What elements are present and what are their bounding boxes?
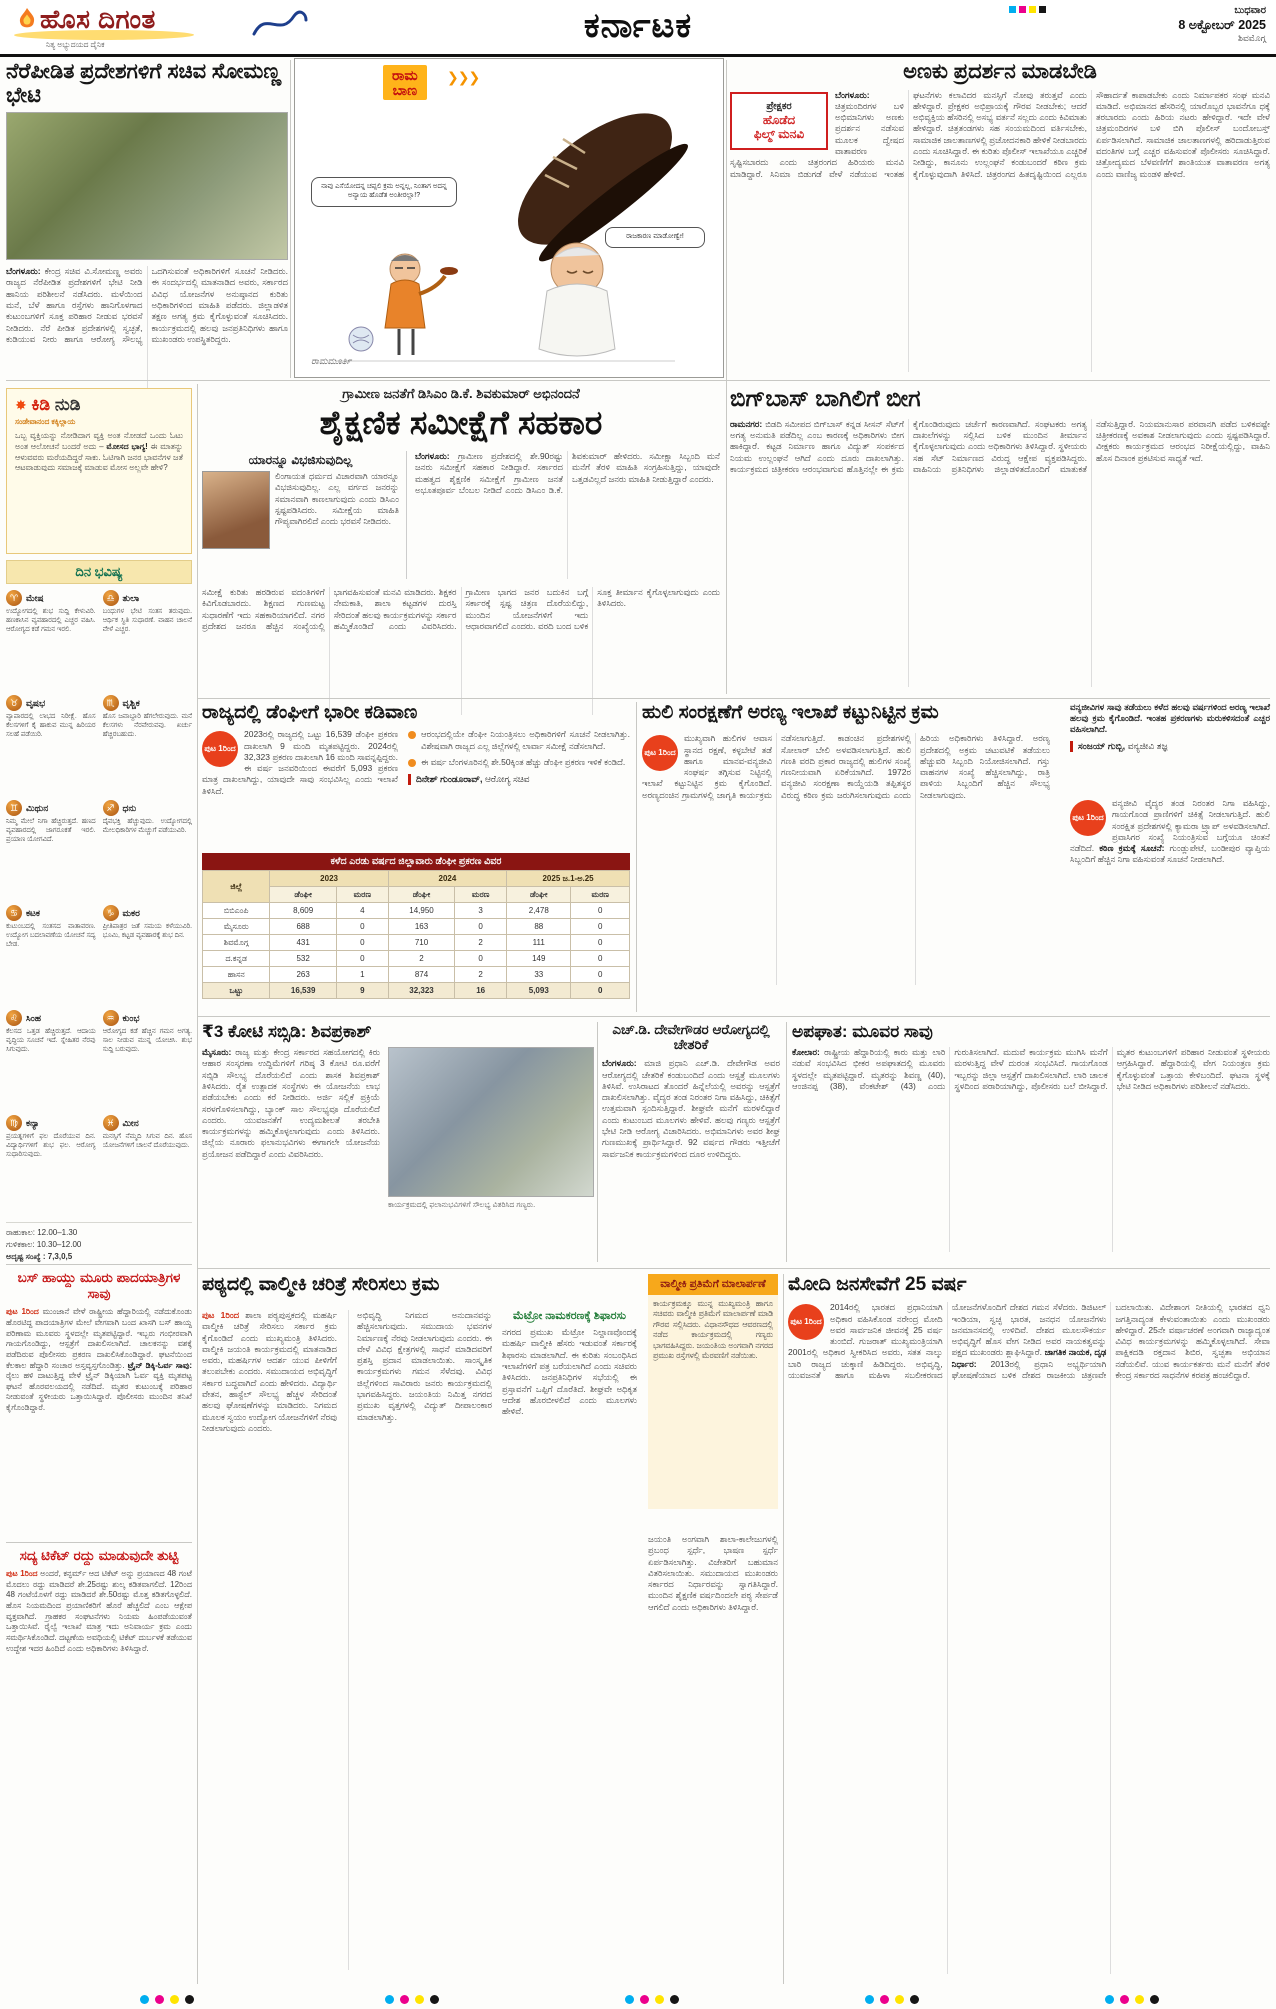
box-body: ಕಾರ್ಯಕ್ರಮಕ್ಕೂ ಮುನ್ನ ಮುಖ್ಯಮಂತ್ರಿ ಹಾಗೂ ಸಚಿವರು ವಾಲ್ಮೀಕಿ ಪ್ರತಿಮೆಗೆ ಮಾಲಾರ್ಪಣೆ ಮಾಡಿ ಗೌರವ ಸಲ್ಲಿಸಿದರು. ವಿಧಾನಸೌಧದ ಆವರಣದಲ್ಲಿ ನಡೆದ ಕಾರ್ಯಕ್ರಮದಲ್ಲಿ ಗಣ್ಯರು ಭಾಗವಹಿಸಿದ್ದರು. ಜಯಂತಿಯ ಅಂಗವಾಗಿ ನಗರದ ಪ್ರಮುಖ ರಸ್ತೆಗಳಲ್ಲಿ ಮೆರವಣಿಗೆ ನಡೆಯಿತು. — [648, 1295, 778, 1509]
article-body: ಕೇಂದ್ರ ಸಚಿವ ವಿ.ಸೋಮಣ್ಣ ಅವರು ರಾಜ್ಯದ ನೆರೆಪೀಡಿತ ಪ್ರದೇಶಗಳಿಗೆ ಭೇಟಿ ನೀಡಿ ಹಾನಿಯ ಪರಿಶೀಲನೆ ನಡೆಸಿದರು. ಮಳೆಯಿಂದ ಮನೆ, ಬೆಳೆ ಹಾಗೂ ರಸ್ತೆಗಳು ಹಾನಿಗೊಳಗಾದ ಕುಟುಂಬಗಳಿಗೆ ಸೂಕ್ತ ಪರಿಹಾರ ನೀಡುವ ಭರವಸೆ ನೀಡಿದರು. ನೆರೆ ಪೀಡಿತ ಪ್ರದೇಶಗಳಲ್ಲಿ ಸ್ವಚ್ಛತೆ, ಕುಡಿಯುವ ನೀರು ಹಾಗೂ ಆರೋಗ್ಯ ಸೌಲಭ್ಯ ಒದಗಿಸುವಂತೆ ಅಧಿಕಾರಿಗಳಿಗೆ ಸೂಚನೆ ನೀಡಿದರು. ಈ ಸಂದರ್ಭದಲ್ಲಿ ಮಾತನಾಡಿದ ಅವರು, ಸರ್ಕಾರದ ವಿವಿಧ ಯೋಜನೆಗಳ ಅನುಷ್ಠಾನದ ಕುರಿತು ಅಧಿಕಾರಿಗಳಿಂದ ಮಾಹಿತಿ ಪಡೆದರು. ಜಿಲ್ಲಾಡಳಿತ ತಕ್ಷಣ ಅಗತ್ಯ ಕ್ರಮ ಕೈಗೊಳ್ಳುವಂತೆ ಸೂಚಿಸಿದರು. ಕಾರ್ಯಕ್ರಮದಲ್ಲಿ ಹಲವು ಜನಪ್ರತಿನಿಧಿಗಳು ಹಾಗೂ ಮುಖಂಡರು ಉಪಸ್ಥಿತರಿದ್ದರು. — [6, 266, 288, 344]
spark-icon: ✸ — [15, 397, 27, 413]
article-intro: 2023ರಲ್ಲಿ ರಾಜ್ಯದಲ್ಲಿ ಒಟ್ಟು 16,539 ಡೆಂಘೀ ಪ್ರಕರಣ ದಾಖಲಾಗಿ 9 ಮಂದಿ ಮೃತಪಟ್ಟಿದ್ದರು. 2024ರಲ್ಲಿ 32,323 ಪ್ರಕರಣ ದಾಖಲಾಗಿ 16 ಮಂದಿ ಸಾವನ್ನಪ್ಪಿದ್ದರು. ಈ ವರ್ಷ ಜನವರಿಯಿಂದ ಈವರೆಗೆ 5,093 ಪ್ರಕರಣ ಮಾತ್ರ ದಾಖಲಾಗಿದ್ದು, ಯಾವುದೇ ಸಾವು ಸಂಭವಿಸಿಲ್ಲ ಎಂದು ಇಲಾಖೆ ತಿಳಿಸಿದೆ. — [202, 729, 398, 796]
headline: ಪಠ್ಯದಲ್ಲಿ ವಾಲ್ಮೀಕಿ ಚರಿತ್ರೆ ಸೇರಿಸಲು ಕ್ರಮ — [202, 1274, 440, 1295]
horoscope-item — [103, 1010, 193, 1110]
gulikakala: ಗುಳಿಕಕಾಲ: 10.30–12.00 — [6, 1240, 82, 1249]
article-body: ಬಿಡದಿ ಸಮೀಪದ ಬಿಗ್‌ಬಾಸ್ ಕನ್ನಡ ಸೀಸನ್ ಸೆಟ್‌ಗೆ ಅಗತ್ಯ ಅನುಮತಿ ಪಡೆದಿಲ್ಲ ಎಂಬ ಕಾರಣಕ್ಕೆ ಅಧಿಕಾರಿಗಳು ಬೀಗ ಹಾಕಿದ್ದಾರೆ. ಕಟ್ಟಡ ನಿರ್ಮಾಣ ಹಾಗೂ ವಿದ್ಯುತ್ ಸಂಪರ್ಕದ ನಿಯಮ ಉಲ್ಲಂಘನೆ ಆಗಿದೆ ಎಂದು ದೂರು ದಾಖಲಾಗಿತ್ತು. ಕಾರ್ಯಕ್ರಮದ ಚಿತ್ರೀಕರಣ ಆರಂಭವಾಗುವ ಹೊತ್ತಿನಲ್ಲೇ ಈ ಕ್ರಮ ಕೈಗೊಂಡಿರುವುದು ಚರ್ಚೆಗೆ ಕಾರಣವಾಗಿದೆ. ಸಂಘಟಕರು ಅಗತ್ಯ ದಾಖಲೆಗಳನ್ನು ಸಲ್ಲಿಸಿದ ಬಳಿಕ ಮುಂದಿನ ತೀರ್ಮಾನ ಕೈಗೊಳ್ಳಲಾಗುವುದು ಎಂದು ಅಧಿಕಾರಿಗಳು ತಿಳಿಸಿದ್ದಾರೆ. ಸ್ಥಳೀಯರು ಸಹ ಸೆಟ್ ನಿರ್ಮಾಣದ ವಿರುದ್ಧ ಆಕ್ಷೇಪ ವ್ಯಕ್ತಪಡಿಸಿದ್ದರು. ವಾಹಿನಿಯ ಪ್ರತಿನಿಧಿಗಳು ಜಿಲ್ಲಾಡಳಿತದೊಂದಿಗೆ ಮಾತುಕತೆ ನಡೆಸುತ್ತಿದ್ದಾರೆ. ನಿಯಮಾನುಸಾರ ಪರವಾನಗಿ ಪಡೆದ ಬಳಿಕವಷ್ಟೇ ಚಿತ್ರೀಕರಣಕ್ಕೆ ಅವಕಾಶ ನೀಡಲಾಗುವುದು ಎಂದು ಸ್ಪಷ್ಟಪಡಿಸಿದ್ದಾರೆ. ವೀಕ್ಷಕರು ಕಾರ್ಯಕ್ರಮದ ಆರಂಭದ ನಿರೀಕ್ಷೆಯಲ್ಲಿದ್ದು, ವಾಹಿನಿ ಹೊಸ ದಿನಾಂಕ ಪ್ರಕಟಿಸುವ ಸಾಧ್ಯತೆ ಇದೆ. — [730, 418, 1270, 474]
article-body: ರಾಜ್ಯ ಮತ್ತು ಕೇಂದ್ರ ಸರ್ಕಾರದ ಸಹಯೋಗದಲ್ಲಿ ಕಿರು ಆಹಾರ ಸಂಸ್ಕರಣಾ ಉದ್ದಿಮೆಗಳಿಗೆ ಗರಿಷ್ಠ 3 ಕೋಟಿ ರೂ.ವರೆಗೆ ಸಬ್ಸಿಡಿ ಸೌಲಭ್ಯ ದೊರೆಯಲಿದೆ ಎಂದು ಶಾಸಕ ಶಿವಪ್ರಕಾಶ್ ತಿಳಿಸಿದರು. ರೈತ ಉತ್ಪಾದಕ ಸಂಸ್ಥೆಗಳು ಈ ಯೋಜನೆಯ ಲಾಭ ಪಡೆಯಬೇಕು ಎಂದು ಕರೆ ನೀಡಿದರು. ಅರ್ಜಿ ಸಲ್ಲಿಕೆ ಪ್ರಕ್ರಿಯೆ ಸರಳಗೊಳಿಸಲಾಗಿದ್ದು, ಬ್ಯಾಂಕ್ ಸಾಲ ಸೌಲಭ್ಯವೂ ದೊರೆಯಲಿದೆ ಎಂದರು. ಯುವಜನತೆಗೆ ಉದ್ಯಮಶೀಲತೆ ತರಬೇತಿ ಕಾರ್ಯಕ್ರಮಗಳನ್ನು ಹಮ್ಮಿಕೊಳ್ಳಲಾಗುವುದು ಎಂದು ತಿಳಿಸಿದರು. ಜಿಲ್ಲೆಯ ನೂರಾರು ಫಲಾನುಭವಿಗಳು ಈಗಾಗಲೇ ಯೋಜನೆಯ ಪ್ರಯೋಜನ ಪಡೆದಿದ್ದಾರೆ ಎಂದು ವಿವರಿಸಿದರು. — [202, 1047, 380, 1159]
photo-caption: ಕಾರ್ಯಕ್ರಮದಲ್ಲಿ ಫಲಾನುಭವಿಗಳಿಗೆ ಸೌಲಭ್ಯ ವಿತರಿಸಿದ ಗಣ್ಯರು. — [388, 1200, 536, 1210]
scorpio-icon: ♏ — [103, 695, 119, 711]
column-rule — [197, 384, 198, 1984]
dateline: ಬೆಂಗಳೂರು: — [415, 451, 450, 461]
sign-text: ಉದ್ಯೋಗದಲ್ಲಿ ಶುಭ ಸುದ್ದಿ ಕೇಳುವಿರಿ. ಹಣಕಾಸಿನ ವ್ಯವಹಾರದಲ್ಲಿ ಎಚ್ಚರ ವಹಿಸಿ. ಆರೋಗ್ಯದ ಕಡೆ ಗಮನ ಇರಲಿ. — [6, 608, 96, 633]
lucky-numbers: ಅದೃಷ್ಟ ಸಂಖ್ಯೆ : 7,3,0,5 — [6, 1252, 73, 1261]
article-body-2: ವನ್ಯಜೀವಿ ವೈದ್ಯರ ತಂಡ ನಿರಂತರ ನಿಗಾ ವಹಿಸಿದ್ದು, ಗಾಯಗೊಂಡ ಪ್ರಾಣಿಗಳಿಗೆ ಚಿಕಿತ್ಸೆ ನೀಡಲಾಗುತ್ತಿದೆ. ಹುಲಿ ಸಂರಕ್ಷಿತ ಪ್ರದೇಶಗಳಲ್ಲಿ ಕ್ಯಾಮರಾ ಟ್ರ್ಯಾಪ್ ಅಳವಡಿಸಲಾಗಿದೆ. ಪ್ರವಾಸಿಗರ ಸಂಖ್ಯೆ ನಿಯಂತ್ರಿಸುವ ಬಗ್ಗೆಯೂ ಚಿಂತನೆ ನಡೆದಿದೆ. — [1070, 798, 1270, 854]
quote-body: ಲಿಂಗಾಯತ ಧರ್ಮದ ವಿಚಾರವಾಗಿ ಯಾರನ್ನೂ ವಿಭಜಿಸುವುದಿಲ್ಲ. ಎಲ್ಲ ವರ್ಗದ ಜನರನ್ನು ಸಮಾನವಾಗಿ ಕಾಣಲಾಗುವುದು ಎಂದು ಡಿಸಿಎಂ ಸ್ಪಷ್ಟಪಡಿಸಿದರು. ಸಮೀಕ್ಷೆಯ ಮಾಹಿತಿ ಗೌಪ್ಯವಾಗಿರಲಿದೆ ಎಂದು ಭರವಸೆ ನೀಡಿದರು. — [275, 471, 399, 527]
dateline: ಕೋಲಾರ: — [792, 1047, 820, 1058]
cartoon-tag-arrows: ❯❯❯ — [447, 69, 480, 85]
flame-icon — [16, 8, 38, 32]
inline-subhead: ಜಾಗತಿಕ ನಾಯಕ, ದೃಢ ನಿರ್ಧಾರ: — [951, 1347, 1107, 1369]
headline: ಮೋದಿ ಜನಸೇವೆಗೆ 25 ವರ್ಷ — [788, 1274, 967, 1295]
dateline: ಮೈಸೂರು: — [202, 1047, 232, 1058]
attr-role: ಆರೋಗ್ಯ ಸಚಿವ — [484, 774, 530, 785]
box-headline: ವಾಲ್ಮೀಕಿ ಪ್ರತಿಮೆಗೆ ಮಾಲಾರ್ಪಣೆ — [648, 1274, 778, 1295]
aries-icon: ♈ — [6, 590, 22, 606]
column-1: ಶಾಲಾ ಪಠ್ಯಪುಸ್ತಕದಲ್ಲಿ ಮಹರ್ಷಿ ವಾಲ್ಮೀಕಿ ಚರಿತ್ರೆ ಸೇರಿಸಲು ಸರ್ಕಾರ ಕ್ರಮ ಕೈಗೊಂಡಿದೆ ಎಂದು ಮುಖ್ಯಮಂತ್ರಿ ತಿಳಿಸಿದರು. ವಾಲ್ಮೀಕಿ ಜಯಂತಿ ಕಾರ್ಯಕ್ರಮದಲ್ಲಿ ಮಾತನಾಡಿದ ಅವರು, ಮಹರ್ಷಿಗಳ ಆದರ್ಶ ಯುವ ಪೀಳಿಗೆಗೆ ತಲುಪಬೇಕು ಎಂದರು. ಸಮುದಾಯದ ಅಭಿವೃದ್ಧಿಗೆ ಸರ್ಕಾರ ಬದ್ಧವಾಗಿದೆ ಎಂದು ಹೇಳಿದರು. ವಿದ್ಯಾರ್ಥಿ ವೇತನ, ಹಾಸ್ಟೆಲ್ ಸೌಲಭ್ಯ ಹೆಚ್ಚಳ ಸೇರಿದಂತೆ ಹಲವು ಘೋಷಣೆಗಳನ್ನು ಮಾಡಿದರು. ನಿಗಮದ ಮೂಲಕ ಸ್ವಯಂ ಉದ್ಯೋಗ ಯೋಜನೆಗಳಿಗೆ ನೆರವು ನೀಡಲಾಗುವುದು ಎಂದರು. — [202, 1310, 337, 1433]
article-body-1: ಗ್ರಾಮೀಣ ಪ್ರದೇಶದಲ್ಲಿ ಶೇ.90ರಷ್ಟು ಜನರು ಸಮೀಕ್ಷೆಗೆ ಸಹಕಾರ ನೀಡಿದ್ದಾರೆ. ಸರ್ಕಾರದ ಮಹತ್ವದ ಶೈಕ್ಷಣಿಕ ಸಮೀಕ್ಷೆಗೆ ಗ್ರಾಮೀಣ ಜನತೆ ಅಭೂತಪೂರ್ವ ಬೆಂಬಲ ನೀಡಿದೆ ಎಂದು ಡಿಸಿಎಂ ಡಿ.ಕೆ. ಶಿವಕುಮಾರ್ ಹೇಳಿದರು. ಸಮೀಕ್ಷಾ ಸಿಬ್ಬಂದಿ ಮನೆ ಮನೆಗೆ ತೆರಳಿ ಮಾಹಿತಿ ಸಂಗ್ರಹಿಸುತ್ತಿದ್ದು, ಯಾವುದೇ ಒತ್ತಡವಿಲ್ಲದೆ ಜನರು ಮಾಹಿತಿ ನೀಡುತ್ತಿದ್ದಾರೆ ಎಂದರು. — [415, 451, 720, 495]
column-rule — [290, 60, 291, 378]
horoscope-item — [6, 1115, 96, 1215]
horoscope-item — [6, 695, 96, 795]
dks-portrait-photo — [202, 471, 270, 549]
article-body-2: ರೈಲು ಹಳಿ ದಾಟುತ್ತಿದ್ದ ವೇಳೆ ಟ್ರೈನ್ ಡಿಕ್ಕಿಯಾಗಿ ಓರ್ವ ವ್ಯಕ್ತಿ ಮೃತಪಟ್ಟ ಘಟನೆ ಹೊರವಲಯದಲ್ಲಿ ನಡೆದಿದೆ. ಮೃತರ ಕುಟುಂಬಕ್ಕೆ ಪರಿಹಾರ ನೀಡುವಂತೆ ಸ್ಥಳೀಯರು ಒತ್ತಾಯಿಸಿದ್ದಾರೆ. ಪೊಲೀಸರು ಮುಂದಿನ ತನಿಖೆ ಕೈಗೊಂಡಿದ್ದಾರೆ. — [6, 1371, 192, 1412]
dateline: ಬೆಂಗಳೂರು: — [835, 89, 870, 100]
quote-pre: ಒಬ್ಬ ವ್ಯಕ್ತಿಯನ್ನು ನೋಡಿದಾಗ ವ್ಯಕ್ತಿ ಅಂತ ನೋಡದೆ ಒಂದು ಓಟು ಅಂತ ಆಲೋಚನೆ ಬಂದರೆ ಅದು – — [15, 431, 183, 451]
article-devegowda-health — [602, 1022, 780, 1258]
sign-text: ದೈವಭಕ್ತಿ ಹೆಚ್ಚುವುದು. ಉದ್ಯೋಗದಲ್ಲಿ ಮೇಲಧಿಕಾರಿಗಳ ಮೆಚ್ಚುಗೆ ಪಡೆಯುವಿರಿ. — [102, 818, 192, 834]
dengue-table: ಜಿಲ್ಲೆ 2023 2024 2025 ಜ.1-ಅ.25 ಡೆಂಘೀ ಮರಣ ಡೆಂಘೀ ಮರಣ ಡೆಂಘೀ ಮರಣ ಬಿಬಿಎಂಪಿ 8,609 4 14,950 3 2,478 0 ಮೈಸೂರು 688 0 163 0 88 0 ಶಿವಮೊಗ್ಗ 431 0 710 2 111 0 ದ.ಕನ್ನಡ 532 0 2 0 149 0 ಹಾಸನ 263 1 874 2 33 0 ಒಟ್ಟು 16,539 9 32,323 16 5,093 0 — [202, 870, 630, 999]
headline: ಸದ್ಯ ಟಿಕೆಟ್ ರದ್ದು ಮಾಡುವುದೇ ತುಟ್ಟಿ — [19, 1548, 179, 1563]
registration-marks-top — [1009, 6, 1046, 13]
kidi-quote — [15, 431, 183, 474]
registration-marks — [625, 1995, 679, 2004]
article-anaku-pradarshana — [730, 60, 1270, 372]
headline: ಹುಲಿ ಸಂರಕ್ಷಣೆಗೆ ಅರಣ್ಯ ಇಲಾಖೆ ಕಟ್ಟುನಿಟ್ಟಿನ ಕ್ರಮ — [642, 702, 939, 723]
inline-subhead: ಟ್ರೈನ್ ಡಿಕ್ಕಿ-ಓರ್ವ ಸಾವು: — [127, 1360, 192, 1370]
article-body: ಚಿತ್ರಮಂದಿರಗಳ ಬಳಿ ಅಭಿಮಾನಿಗಳು ಅಣಕು ಪ್ರದರ್ಶನ ನಡೆಸುವ ಮೂಲಕ ದ್ವೇಷದ ವಾತಾವರಣ ಸೃಷ್ಟಿಸಬಾರದು ಎಂದು ಚಿತ್ರರಂಗದ ಹಿರಿಯರು ಮನವಿ ಮಾಡಿದ್ದಾರೆ. ಸಿನಿಮಾ ಬಿಡುಗಡೆ ವೇಳೆ ನಡೆಯುವ ಇಂತಹ ಘಟನೆಗಳು ಕಲಾವಿದರ ಮನಸ್ಸಿಗೆ ನೋವು ತರುತ್ತವೆ ಎಂದು ಹೇಳಿದ್ದಾರೆ. ಪ್ರೇಕ್ಷಕರ ಅಭಿಪ್ರಾಯಕ್ಕೆ ಗೌರವ ನೀಡಬೇಕು; ಆದರೆ ಅಭಿವ್ಯಕ್ತಿಯ ಹೆಸರಿನಲ್ಲಿ ಅಸಭ್ಯ ವರ್ತನೆ ಸಲ್ಲದು ಎಂದು ಕಿವಿಮಾತು ಹೇಳಿದ್ದಾರೆ. ಚಿತ್ರತಂಡಗಳು ಸಹ ಸಂಯಮದಿಂದ ವರ್ತಿಸಬೇಕು, ಸಾಮಾಜಿಕ ಜಾಲತಾಣಗಳಲ್ಲಿ ಪ್ರಚೋದನಕಾರಿ ಹೇಳಿಕೆ ನೀಡಬಾರದು ಎಂದು ಸೂಚಿಸಿದ್ದಾರೆ. ಈ ಕುರಿತು ಪೊಲೀಸ್ ಇಲಾಖೆಯೂ ಎಚ್ಚರಿಕೆ ನೀಡಿದ್ದು, ಕಾನೂನು ಉಲ್ಲಂಘನೆ ಕಂಡುಬಂದರೆ ಕಠಿಣ ಕ್ರಮ ಕೈಗೊಳ್ಳುವುದಾಗಿ ತಿಳಿಸಿದೆ. ಚಿತ್ರರಂಗದ ಹಿತದೃಷ್ಟಿಯಿಂದ ಎಲ್ಲರೂ ಸೌಹಾರ್ದತೆ ಕಾಪಾಡಬೇಕು ಎಂದು ನಿರ್ಮಾಪಕರ ಸಂಘ ಮನವಿ ಮಾಡಿದೆ. ಅಭಿಮಾನದ ಹೆಸರಿನಲ್ಲಿ ಯಾರೊಬ್ಬರ ಭಾವನೆಗೂ ಧಕ್ಕೆ ತರಬಾರದು ಎಂದು ಹಿರಿಯ ನಟರು ಹೇಳಿದ್ದಾರೆ. ಇದೇ ವೇಳೆ ಚಿತ್ರಮಂದಿರಗಳ ಬಳಿ ಬಿಗಿ ಪೊಲೀಸ್ ಬಂದೋಬಸ್ತ್ ಏರ್ಪಡಿಸಲಾಗಿದೆ. ಸಾಮಾಜಿಕ ಜಾಲತಾಣಗಳಲ್ಲಿ ಹರಿದಾಡುತ್ತಿರುವ ವದಂತಿಗಳ ಬಗ್ಗೆ ಎಚ್ಚರ ವಹಿಸುವಂತೆ ಪೊಲೀಸರು ಸೂಚಿಸಿದ್ದಾರೆ. ಚಿತ್ರೋದ್ಯಮದ ಬೆಳವಣಿಗೆಗೆ ಶಾಂತಿಯುತ ವಾತಾವರಣ ಅಗತ್ಯ ಎಂದು ವಾಣಿಜ್ಯ ಮಂಡಳಿ ಹೇಳಿದೆ. — [730, 89, 1270, 179]
tail-subhead: ಕಠಿಣ ಕ್ರಮಕ್ಕೆ ಸೂಚನೆ: — [1099, 843, 1165, 854]
masthead — [0, 0, 1276, 57]
edition-title: ಕರ್ನಾಟಕ — [583, 6, 693, 45]
continued-from-page1-badge: ಪುಟ 1ರಿಂದ — [642, 735, 678, 771]
inset-line2: ಹೊಡೆದ — [762, 112, 796, 127]
table-row: ಮೈಸೂರು 688 0 163 0 88 0 — [203, 919, 630, 935]
article-accident — [792, 1022, 1270, 1252]
headline: ಬಸ್ ಹಾಯ್ದು ಮೂರು ಪಾದಯಾತ್ರಿಗಳ ಸಾವು — [17, 1270, 181, 1302]
article-modi-25years — [788, 1274, 1270, 1974]
table-title: ಕಳೆದ ಎರಡು ವರ್ಷದ ಜಿಲ್ಲಾವಾರು ಡೆಂಘೀ ಪ್ರಕರಣ ವಿವರ — [202, 853, 630, 870]
pisces-icon: ♓ — [103, 1115, 119, 1131]
gemini-icon: ♊ — [6, 800, 22, 816]
horoscope-item — [103, 1115, 193, 1215]
main-headline: ಶೈಕ್ಷಣಿಕ ಸಮೀಕ್ಷೆಗೆ ಸಹಕಾರ — [319, 404, 603, 441]
table-row: ದ.ಕನ್ನಡ 532 0 2 0 149 0 — [203, 951, 630, 967]
cartoon-tag-line1: ರಾಮ — [392, 67, 418, 83]
article-body-1: 2014ರಲ್ಲಿ ಭಾರತದ ಪ್ರಧಾನಿಯಾಗಿ ಅಧಿಕಾರ ವಹಿಸಿಕೊಂಡ ನರೇಂದ್ರ ಮೋದಿ ಅವರ ಸಾರ್ವಜನಿಕ ಜೀವನಕ್ಕೆ 25 ವರ್ಷ ತುಂಬಿದೆ. ಗುಜರಾತ್ ಮುಖ್ಯಮಂತ್ರಿಯಾಗಿ 2001ರಲ್ಲಿ ಅಧಿಕಾರ ಸ್ವೀಕರಿಸಿದ ಅವರು, ಸತತ ನಾಲ್ಕು ಬಾರಿ ರಾಜ್ಯದ ಚುಕ್ಕಾಣಿ ಹಿಡಿದಿದ್ದರು. ಅಭಿವೃದ್ಧಿ, ಯುವಜನತೆ ಹಾಗೂ ಮಹಿಳಾ ಸಬಲೀಕರಣದ ಯೋಜನೆಗಳೊಂದಿಗೆ ದೇಶದ ಗಮನ ಸೆಳೆದರು. ಡಿಜಿಟಲ್ ಇಂಡಿಯಾ, ಸ್ವಚ್ಛ ಭಾರತ, ಜನಧನ ಯೋಜನೆಗಳು ಜನಮಾನಸದಲ್ಲಿ ಉಳಿದಿವೆ. ದೇಶದ ಮೂಲಸೌಕರ್ಯ ಅಭಿವೃದ್ಧಿಗೆ ಹೊಸ ವೇಗ ನೀಡಿದ ಅವರ ನಾಯಕತ್ವವನ್ನು ಪಕ್ಷದ ಮುಖಂಡರು ಶ್ಲಾಘಿಸಿದ್ದಾರೆ. — [788, 1302, 1107, 1381]
sign-text: ಮನಸ್ಸಿಗೆ ನೆಮ್ಮದಿ ಸಿಗುವ ದಿನ. ಹೊಸ ಯೋಜನೆಗಳಿಗೆ ಚಾಲನೆ ದೊರೆಯುವುದು. — [102, 1133, 192, 1149]
speech-bubble-left: ನಾವು ಎಸೆಯೋದನ್ನ ಚಪ್ಪಲಿ ಕ್ರಮ ಅನ್ನಲ್ಲ, ನಿಂತಾಗ ಅದನ್ನ ಅನ್ಯಾಯ ಹೊಡೆತ ಅಂತೀರಲ್ಲಾ!? — [311, 177, 457, 207]
article-bigboss — [730, 386, 1270, 687]
sign-text: ಹೊಸ ಜವಾಬ್ದಾರಿ ಹೆಗಲೇರುವುದು. ಮನೆ ಕೆಲಸಗಳು ನೆರವೇರುವವು. ಖರ್ಚು ಹೆಚ್ಚಿರಬಹುದು. — [102, 713, 192, 738]
article-dengue — [202, 702, 630, 999]
virgo-icon: ♍ — [6, 1115, 22, 1131]
cartoonist-signature: ರಾಮಮೂರ್ತಿ — [311, 356, 352, 366]
article-bus-accident — [6, 1270, 192, 1537]
sign-text: ಕುಟುಂಬದಲ್ಲಿ ಸಂತಸದ ವಾತಾವರಣ. ಉದ್ಯೋಗ ಬದಲಾವಣೆಯ ಯೋಚನೆ ಸದ್ಯ ಬೇಡ. — [6, 923, 96, 948]
sign-name: ವೃಶ್ಚಿಕ — [122, 697, 140, 708]
weekday: ಬುಧವಾರ — [1234, 5, 1266, 16]
attr-name: ಸಂಜಯ್ ಗುಬ್ಬಿ, — [1078, 741, 1126, 752]
aquarius-icon: ♒ — [103, 1010, 119, 1026]
sign-text: ವ್ಯಾಪಾರದಲ್ಲಿ ಲಾಭದ ನಿರೀಕ್ಷೆ. ಹೊಸ ಕೆಲಸಗಳಿಗೆ ಕೈ ಹಾಕುವ ಮುನ್ನ ಹಿರಿಯರ ಸಲಹೆ ಪಡೆಯಿರಿ. — [6, 713, 96, 738]
sign-text: ಕೆಲಸದ ಒತ್ತಡ ಹೆಚ್ಚಿರುತ್ತದೆ. ಆದಾಯ ವೃದ್ಧಿಯ ಸೂಚನೆ ಇದೆ. ಸ್ನೇಹಿತರ ನೆರವು ಸಿಗುವುದು. — [6, 1028, 96, 1053]
rahukala: ರಾಹುಕಾಲ: 12.00–1.30 — [6, 1228, 78, 1237]
headline: ಅಣಕು ಪ್ರದರ್ಶನ ಮಾಡಬೇಡಿ — [903, 60, 1097, 83]
bullet-point: ಆರಂಭದಲ್ಲಿಯೇ ಡೆಂಘೀ ನಿಯಂತ್ರಿಸಲು ಅಧಿಕಾರಿಗಳಿಗೆ ಸೂಚನೆ ನೀಡಲಾಗಿತ್ತು. ವಿಶೇಷವಾಗಿ ರಾಜ್ಯದ ಎಲ್ಲ ಜಿಲ್ಲೆಗಳಲ್ಲಿ ಲಾರ್ವಾ ಸಮೀಕ್ಷೆ ನಡೆಸಲಾಗಿದೆ. — [408, 729, 630, 752]
horoscope-title: ದಿನ ಭವಿಷ್ಯ — [6, 560, 192, 584]
quote-title: ಯಾರನ್ನೂ ವಿಭಜಿಸುವುದಿಲ್ಲ — [248, 453, 353, 467]
dateline: ರಾಮನಗರ: — [730, 418, 763, 429]
headline: ₹3 ಕೋಟಿ ಸಬ್ಸಿಡಿ: ಶಿವಪ್ರಕಾಶ್ — [202, 1022, 372, 1041]
horoscope-item — [103, 695, 193, 795]
registration-marks — [385, 1995, 439, 2004]
section-rule — [197, 1016, 1270, 1017]
film-industry-appeal-box — [730, 92, 828, 150]
article-ticket-cancellation — [6, 1548, 192, 1959]
editorial-cartoon — [294, 58, 724, 378]
sign-name: ಮೀನ — [122, 1117, 139, 1128]
horoscope-item — [6, 800, 96, 900]
sign-text: ಪ್ರೀತಿಪಾತ್ರರ ಜತೆ ಸಮಯ ಕಳೆಯುವಿರಿ. ಭೂಮಿ, ಕಟ್ಟಡ ವ್ಯವಹಾರಕ್ಕೆ ಶುಭ ದಿನ. — [102, 923, 192, 939]
horoscope-item — [6, 1010, 96, 1110]
column-2: ಅಭಿವೃದ್ಧಿ ನಿಗಮದ ಅನುದಾನವನ್ನು ಹೆಚ್ಚಿಸಲಾಗುವುದು. ಸಮುದಾಯ ಭವನಗಳ ನಿರ್ಮಾಣಕ್ಕೆ ನೆರವು ನೀಡಲಾಗುವುದು ಎಂದರು. ಈ ವೇಳೆ ವಿವಿಧ ಕ್ಷೇತ್ರಗಳಲ್ಲಿ ಸಾಧನೆ ಮಾಡಿದವರಿಗೆ ಪ್ರಶಸ್ತಿ ಪ್ರದಾನ ಮಾಡಲಾಯಿತು. ಸಾಂಸ್ಕೃತಿಕ ಕಾರ್ಯಕ್ರಮಗಳು ಗಮನ ಸೆಳೆದವು. ವಿವಿಧ ಜಿಲ್ಲೆಗಳಿಂದ ಸಾವಿರಾರು ಜನರು ಕಾರ್ಯಕ್ರಮದಲ್ಲಿ ಭಾಗವಹಿಸಿದ್ದರು. ಜಯಂತಿಯ ನಿಮಿತ್ತ ನಗರದ ಪ್ರಮುಖ ವೃತ್ತಗಳಲ್ಲಿ ವಿದ್ಯುತ್ ದೀಪಾಲಂಕಾರ ಮಾಡಲಾಗಿತ್ತು. — [348, 1310, 492, 1970]
sign-text: ಬಂಧುಗಳ ಭೇಟಿ ಸಂತಸ ತರುವುದು. ಆರ್ಥಿಕ ಸ್ಥಿತಿ ಸುಧಾರಣೆ. ವಾಹನ ಚಾಲನೆ ವೇಳೆ ಎಚ್ಚರ. — [102, 608, 192, 633]
attr-role: ವನ್ಯಜೀವಿ ತಜ್ಞ — [1127, 741, 1168, 752]
continued-lead: ಪುಟ 1ರಿಂದ — [6, 1569, 38, 1579]
quote-highlight: ಮೋಸದ ಭಾಗ್ಯ! — [106, 441, 148, 451]
section-rule — [197, 698, 1270, 699]
horoscope-item — [103, 905, 193, 1005]
column-rule — [783, 1274, 784, 1984]
expert-attribution — [1070, 741, 1270, 752]
horoscope-item — [6, 590, 96, 690]
registration-marks — [1105, 1995, 1159, 2004]
tiger-note-block — [1070, 702, 1270, 752]
headline: ಎಚ್.ಡಿ. ದೇವೇಗೌಡರ ಆರೋಗ್ಯದಲ್ಲಿ ಚೇತರಿಕೆ — [612, 1022, 770, 1053]
logo-flourish-icon — [250, 8, 310, 42]
kidi-nudi-column — [6, 388, 192, 554]
sign-name: ಮಕರ — [122, 907, 140, 918]
article-body-2: 2013ರಲ್ಲಿ ಪ್ರಧಾನಿ ಅಭ್ಯರ್ಥಿಯಾಗಿ ಘೋಷಣೆಯಾದ ಬಳಿಕ ದೇಶದ ರಾಜಕೀಯ ಚಿತ್ರಣವೇ ಬದಲಾಯಿತು. ವಿದೇಶಾಂಗ ನೀತಿಯಲ್ಲಿ ಭಾರತದ ಧ್ವನಿ ಜಗತ್ತಿನಾದ್ಯಂತ ಕೇಳುವಂತಾಯಿತು ಎಂದು ಮುಖಂಡರು ಹೇಳಿದ್ದಾರೆ. 25ನೇ ವರ್ಷಾಚರಣೆ ಅಂಗವಾಗಿ ರಾಜ್ಯಾದ್ಯಂತ ವಿವಿಧ ಕಾರ್ಯಕ್ರಮಗಳನ್ನು ಹಮ್ಮಿಕೊಳ್ಳಲಾಗಿದೆ. ಸೇವಾ ಪಾಕ್ಷಿಕದಡಿ ರಕ್ತದಾನ ಶಿಬಿರ, ಸ್ವಚ್ಛತಾ ಅಭಿಯಾನ ನಡೆಯಲಿವೆ. ಯುವ ಕಾರ್ಯಕರ್ತರು ಮನೆ ಮನೆಗೆ ತೆರಳಿ ಕೇಂದ್ರ ಸರ್ಕಾರದ ಸಾಧನೆಗಳ ಕರಪತ್ರ ಹಂಚಲಿದ್ದಾರೆ. — [951, 1302, 1270, 1381]
horoscope-item — [103, 590, 193, 690]
inset-line1: ಪ್ರೇಕ್ಷಕರ — [766, 100, 792, 112]
newspaper-logo: ಹೊಸ ದಿಗಂತ — [40, 4, 156, 34]
dengue-table-block — [202, 853, 630, 999]
sign-text: ಆರೋಗ್ಯದ ಕಡೆ ಹೆಚ್ಚಿನ ಗಮನ ಅಗತ್ಯ. ಸಾಲ ನೀಡುವ ಮುನ್ನ ಯೋಚಿಸಿ. ಶುಭ ಸುದ್ದಿ ಬರುವುದು. — [102, 1028, 192, 1053]
date: 8 ಅಕ್ಟೋಬರ್ 2025 — [1178, 17, 1266, 32]
sagittarius-icon: ♐ — [103, 800, 119, 816]
section-rule — [6, 380, 1270, 381]
article-somanna-visit — [6, 60, 288, 424]
bullet-point: ಈ ವರ್ಷ ಬೆಂಗಳೂರಿನಲ್ಲಿ ಶೇ.50ಕ್ಕಿಂತ ಹೆಚ್ಚು ಡೆಂಘೀ ಪ್ರಕರಣ ಇಳಿಕೆ ಕಂಡಿದೆ. — [408, 757, 630, 768]
article-body: ರಾಷ್ಟ್ರೀಯ ಹೆದ್ದಾರಿಯಲ್ಲಿ ಕಾರು ಮತ್ತು ಲಾರಿ ನಡುವೆ ಸಂಭವಿಸಿದ ಭೀಕರ ಅಪಘಾತದಲ್ಲಿ ಮೂವರು ಸ್ಥಳದಲ್ಲೇ ಮೃತಪಟ್ಟಿದ್ದಾರೆ. ಮೃತರನ್ನು ಶಿವಣ್ಣ (40), ಆಂಜಿನಪ್ಪ (38), ವೆಂಕಟೇಶ್ (43) ಎಂದು ಗುರುತಿಸಲಾಗಿದೆ. ಮದುವೆ ಕಾರ್ಯಕ್ರಮ ಮುಗಿಸಿ ಮನೆಗೆ ಮರಳುತ್ತಿದ್ದ ವೇಳೆ ದುರಂತ ಸಂಭವಿಸಿದೆ. ಗಾಯಗೊಂಡ ಇಬ್ಬರನ್ನು ಜಿಲ್ಲಾ ಆಸ್ಪತ್ರೆಗೆ ದಾಖಲಿಸಲಾಗಿದೆ. ಲಾರಿ ಚಾಲಕ ಸ್ಥಳದಿಂದ ಪರಾರಿಯಾಗಿದ್ದು, ಪೊಲೀಸರು ಬಲೆ ಬೀಸಿದ್ದಾರೆ. ಮೃತರ ಕುಟುಂಬಗಳಿಗೆ ಪರಿಹಾರ ನೀಡುವಂತೆ ಸ್ಥಳೀಯರು ಆಗ್ರಹಿಸಿದ್ದಾರೆ. ಹೆದ್ದಾರಿಯಲ್ಲಿ ವೇಗ ನಿಯಂತ್ರಣ ಕ್ರಮ ಕೈಗೊಳ್ಳುವಂತೆ ಒತ್ತಾಯ ಕೇಳಿಬಂದಿದೆ. ಘಟನಾ ಸ್ಥಳಕ್ಕೆ ಭೇಟಿ ನೀಡಿದ ಅಧಿಕಾರಿಗಳು ಪರಿಶೀಲನೆ ನಡೆಸಿದರು. — [792, 1047, 1270, 1091]
table-total-row: ಒಟ್ಟು 16,539 9 32,323 16 5,093 0 — [203, 983, 630, 999]
article-body-2: ಸಮೀಕ್ಷೆ ಕುರಿತು ಹರಡಿರುವ ವದಂತಿಗಳಿಗೆ ಕಿವಿಗೊಡಬಾರದು. ಶಿಕ್ಷಣದ ಗುಣಮಟ್ಟ ಸುಧಾರಣೆಗೆ ಇದು ಸಹಕಾರಿಯಾಗಲಿದೆ. ನಗರ ಪ್ರದೇಶದ ಜನರೂ ಹೆಚ್ಚಿನ ಸಂಖ್ಯೆಯಲ್ಲಿ ಭಾಗವಹಿಸುವಂತೆ ಮನವಿ ಮಾಡಿದರು. ಶಿಕ್ಷಕರ ನೇಮಕಾತಿ, ಶಾಲಾ ಕಟ್ಟಡಗಳ ದುರಸ್ತಿ ಸೇರಿದಂತೆ ಹಲವು ಕಾರ್ಯಕ್ರಮಗಳನ್ನು ಸರ್ಕಾರ ಹಮ್ಮಿಕೊಂಡಿದೆ ಎಂದು ವಿವರಿಸಿದರು. ಗ್ರಾಮೀಣ ಭಾಗದ ಜನರ ಬದುಕಿನ ಬಗ್ಗೆ ಸರ್ಕಾರಕ್ಕೆ ಸ್ಪಷ್ಟ ಚಿತ್ರಣ ದೊರೆಯಲಿದ್ದು, ಮುಂದಿನ ಯೋಜನೆಗಳಿಗೆ ಇದು ಆಧಾರವಾಗಲಿದೆ ಎಂದರು. ವರದಿ ಬಂದ ಬಳಿಕ ಸೂಕ್ತ ತೀರ್ಮಾನ ಕೈಗೊಳ್ಳಲಾಗುವುದು ಎಂದು ತಿಳಿಸಿದರು. — [202, 587, 720, 631]
article-body: ಅಂದರೆ, ಕನ್ಫರ್ಮ್ ಆದ ಟಿಕೆಟ್ ಅನ್ನು ಪ್ರಯಾಣದ 48 ಗಂಟೆ ಮೊದಲು ರದ್ದು ಮಾಡಿದರೆ ಶೇ.25ರಷ್ಟು ಶುಲ್ಕ ಕಡಿತವಾಗಲಿದೆ. 12ರಿಂದ 48 ಗಂಟೆಯೊಳಗೆ ರದ್ದು ಮಾಡಿದರೆ ಶೇ.50ರಷ್ಟು ಮೊತ್ತ ಕಡಿತಗೊಳ್ಳಲಿದೆ. ಹೊಸ ನಿಯಮದಿಂದ ಪ್ರಯಾಣಿಕರಿಗೆ ಹೊರೆ ಹೆಚ್ಚಲಿದೆ ಎಂಬ ಆಕ್ಷೇಪ ವ್ಯಕ್ತವಾಗಿದೆ. ಗ್ರಾಹಕರ ಸಂಘಟನೆಗಳು ನಿಯಮ ಹಿಂಪಡೆಯುವಂತೆ ಒತ್ತಾಯಿಸಿವೆ. ರೈಲ್ವೆ ಇಲಾಖೆ ಮಾತ್ರ ಇದು ಅನಿವಾರ್ಯ ಕ್ರಮ ಎಂದು ಸಮರ್ಥಿಸಿಕೊಂಡಿದೆ. ದಟ್ಟಣೆಯ ಅವಧಿಯಲ್ಲಿ ಟಿಕೆಟ್ ದುರ್ಬಳಕೆ ತಡೆಯುವ ಉದ್ದೇಶ ಇದರ ಹಿಂದಿದೆ ಎಂದು ಅಧಿಕಾರಿಗಳು ತಿಳಿಸಿದ್ದಾರೆ. — [6, 1569, 192, 1653]
year-2023: 2023 — [270, 871, 388, 887]
continued-from-page1-badge: ಪುಟ 1ರಿಂದ — [788, 1304, 824, 1340]
sign-name: ಧನು — [122, 802, 137, 813]
taurus-icon: ♉ — [6, 695, 22, 711]
libra-icon: ♎ — [103, 590, 119, 606]
kicker: ಗ್ರಾಮೀಣ ಜನತೆಗೆ ಡಿಸಿಎಂ ಡಿ.ಕೆ. ಶಿವಕುಮಾರ್ ಅಭಿನಂದನೆ — [342, 386, 580, 401]
year-2024: 2024 — [388, 871, 506, 887]
cancer-icon: ♋ — [6, 905, 22, 921]
section-rule — [6, 1542, 192, 1543]
registration-marks — [140, 1995, 194, 2004]
headline: ಬಿಗ್‌ಬಾಸ್ ಬಾಗಿಲಿಗೆ ಬೀಗ — [730, 385, 921, 411]
sign-text: ನಿಮ್ಮ ಮೇಲೆ ನಿಗಾ ಹೆಚ್ಚಿರುತ್ತದೆ. ಹಣದ ವ್ಯವಹಾರದಲ್ಲಿ ಜಾಗರೂಕತೆ ಇರಲಿ. ಪ್ರಯಾಣ ಯೋಗವಿದೆ. — [6, 818, 96, 843]
article-body-1: ಮುಂಜಾನೆ ವೇಳೆ ರಾಷ್ಟ್ರೀಯ ಹೆದ್ದಾರಿಯಲ್ಲಿ ನಡೆದುಕೊಂಡು ಹೊರಟಿದ್ದ ಪಾದಯಾತ್ರಿಗಳ ಮೇಲೆ ವೇಗವಾಗಿ ಬಂದ ಖಾಸಗಿ ಬಸ್ ಹಾಯ್ದ ಪರಿಣಾಮ ಮೂವರು ಸ್ಥಳದಲ್ಲೇ ಮೃತಪಟ್ಟಿದ್ದಾರೆ. ಇಬ್ಬರು ಗಂಭೀರವಾಗಿ ಗಾಯಗೊಂಡಿದ್ದು, ಆಸ್ಪತ್ರೆಗೆ ದಾಖಲಿಸಲಾಗಿದೆ. ಚಾಲಕನನ್ನು ವಶಕ್ಕೆ ಪಡೆದಿರುವ ಪೊಲೀಸರು ಪ್ರಕರಣ ದಾಖಲಿಸಿಕೊಂಡಿದ್ದಾರೆ. ಘಟನೆಯಿಂದ ಕೆಲಕಾಲ ಹೆದ್ದಾರಿ ಸಂಚಾರ ಅಸ್ತವ್ಯಸ್ತಗೊಂಡಿತ್ತು. — [6, 1307, 192, 1370]
minister-attribution — [408, 774, 630, 785]
table-row: ಶಿವಮೊಗ್ಗ 431 0 710 2 111 0 — [203, 935, 630, 951]
flood-visit-photo — [6, 112, 288, 260]
columnist-name: ಸಂಡೇವಾನಂದ ಕಕ್ಕಿಲ್ಲಾಯ — [15, 417, 76, 426]
edition-city: ಶಿವಮೊಗ್ಗ — [1238, 33, 1266, 44]
year-2025: 2025 ಜ.1-ಅ.25 — [507, 871, 630, 887]
section-rule — [197, 1268, 1270, 1269]
dateline: ಬೆಂಗಳೂರು: — [6, 266, 41, 277]
daily-horoscope — [6, 560, 192, 1260]
sign-name: ಕಟಕ — [26, 907, 40, 918]
speech-bubble-right: ರಾಜಕಾರಣ ಮಾಡೋಣ್ವೇ! — [605, 227, 705, 248]
continued-from-page1-badge: ಪುಟ 1ರಿಂದ — [1070, 800, 1106, 836]
column-rule — [726, 60, 727, 694]
column-rule — [597, 1022, 598, 1262]
cartoon-tag-line2: ಬಾಣ — [392, 81, 418, 98]
capricorn-icon: ♑ — [103, 905, 119, 921]
article-dks-survey — [202, 386, 720, 715]
registration-marks — [865, 1995, 919, 2004]
column-4: ಜಯಂತಿ ಅಂಗವಾಗಿ ಶಾಲಾ-ಕಾಲೇಜುಗಳಲ್ಲಿ ಪ್ರಬಂಧ ಸ್ಪರ್ಧೆ, ಭಾಷಣ ಸ್ಪರ್ಧೆ ಏರ್ಪಡಿಸಲಾಗಿತ್ತು. ವಿಜೇತರಿಗೆ ಬಹುಮಾನ ವಿತರಿಸಲಾಯಿತು. ಸಮುದಾಯದ ಮುಖಂಡರು ಸರ್ಕಾರದ ನಿರ್ಧಾರವನ್ನು ಸ್ವಾಗತಿಸಿದ್ದಾರೆ. ಮುಂದಿನ ಶೈಕ್ಷಣಿಕ ವರ್ಷದಿಂದಲೇ ಪಠ್ಯ ಸೇರ್ಪಡೆ ಆಗಲಿದೆ ಎಂದು ಅಧಿಕಾರಿಗಳು ತಿಳಿಸಿದ್ದಾರೆ. — [648, 1534, 778, 1612]
note: ವನ್ಯಜೀವಿಗಳ ಸಾವು ತಡೆಯಲು ಕಳೆದ ಹಲವು ವರ್ಷಗಳಿಂದ ಅರಣ್ಯ ಇಲಾಖೆ ಹಲವು ಕ್ರಮ ಕೈಗೊಂಡಿದೆ. ಇಂತಹ ಪ್ರಕರಣಗಳು ಮರುಕಳಿಸದಂತೆ ಎಚ್ಚರ ವಹಿಸಲಾಗಿದೆ. — [1070, 702, 1270, 735]
logo-tagline: ನಿತ್ಯ ಅಭ್ಯುದಯದ ದೈನಿಕ — [46, 40, 105, 49]
continued-lead: ಪುಟ 1ರಿಂದ — [6, 1307, 39, 1317]
statue-garlanding-box — [648, 1274, 778, 1509]
continued-from-page1-badge: ಪುಟ 1ರಿಂದ — [202, 731, 238, 767]
metro-body: ನಗರದ ಪ್ರಮುಖ ಮೆಟ್ರೋ ನಿಲ್ದಾಣವೊಂದಕ್ಕೆ ಮಹರ್ಷಿ ವಾಲ್ಮೀಕಿ ಹೆಸರು ಇಡುವಂತೆ ಸರ್ಕಾರಕ್ಕೆ ಶಿಫಾರಸು ಮಾಡಲಾಗಿದೆ. ಈ ಕುರಿತು ಸಂಬಂಧಿಸಿದ ಇಲಾಖೆಗಳಿಗೆ ಪತ್ರ ಬರೆಯಲಾಗಿದೆ ಎಂದು ಸಚಿವರು ತಿಳಿಸಿದರು. ಜನಪ್ರತಿನಿಧಿಗಳ ಸಭೆಯಲ್ಲಿ ಈ ಪ್ರಸ್ತಾವನೆಗೆ ಒಪ್ಪಿಗೆ ದೊರೆತಿದೆ. ಶೀಘ್ರವೇ ಅಧಿಕೃತ ಆದೇಶ ಹೊರಬೀಳಲಿದೆ ಎಂದು ಮೂಲಗಳು ಹೇಳಿವೆ. — [502, 1327, 637, 1417]
continued-lead: ಪುಟ 1ರಿಂದ — [202, 1310, 240, 1320]
sign-name: ಕನ್ಯಾ — [26, 1117, 40, 1128]
horoscope-item — [6, 905, 96, 1005]
sign-name: ಸಿಂಹ — [26, 1012, 42, 1023]
col-district: ಜಿಲ್ಲೆ — [203, 871, 270, 903]
sign-name: ಕುಂಭ — [122, 1012, 140, 1023]
section-rule — [6, 1264, 192, 1265]
sign-name: ತುಲಾ — [122, 592, 140, 603]
sign-text: ಪ್ರಯತ್ನಗಳಿಗೆ ಫಲ ದೊರೆಯುವ ದಿನ. ವಿದ್ಯಾರ್ಥಿಗಳಿಗೆ ಶುಭ ಫಲ. ಆರೋಗ್ಯ ಸುಧಾರಿಸುವುದು. — [6, 1133, 96, 1158]
headline: ರಾಜ್ಯದಲ್ಲಿ ಡೆಂಘೀಗೆ ಭಾರೀ ಕಡಿವಾಣ — [202, 702, 418, 723]
leo-icon: ♌ — [6, 1010, 22, 1026]
date-block — [1178, 5, 1266, 44]
table-row: ಬಿಬಿಎಂಪಿ 8,609 4 14,950 3 2,478 0 — [203, 903, 630, 919]
horoscope-footer — [6, 1222, 192, 1263]
dateline: ಬೆಂಗಳೂರು: — [602, 1058, 637, 1069]
tail-text: ಗುಂಡ್ಲುಪೇಟೆ, ಬಂಡೀಪುರ ವ್ಯಾಪ್ತಿಯ ಸಿಬ್ಬಂದಿಗೆ ಹೆಚ್ಚಿನ ನಿಗಾ ವಹಿಸುವಂತೆ ಸೂಚನೆ ನೀಡಲಾಗಿದೆ. — [1070, 843, 1270, 865]
sign-name: ಮೇಷ — [26, 592, 44, 603]
article-tiger-protection — [642, 702, 1270, 985]
quote-post: ಈ ಮಾತನ್ನು ಆಳುವವರು ಮರೆಯದಿದ್ದರೆ ಸಾಕು. ಓಟಿಗಾಗಿ ಜನರ ಭಾವನೆಗಳ ಜತೆ ಆಟವಾಡುವುದು ಸಮಾಜಕ್ಕೆ ಮಾಡುವ ಮೋಸ ಅಲ್ಲವೇ ಹೇಳಿ? — [15, 441, 183, 473]
metro-subhead: ಮೆಟ್ರೋ ನಾಮಕರಣಕ್ಕೆ ಶಿಫಾರಸು — [513, 1310, 626, 1322]
article-subsidy — [202, 1022, 592, 1252]
kidi-title-dark: ನುಡಿ — [54, 395, 81, 414]
subsidy-event-photo — [388, 1047, 594, 1197]
horoscope-item — [103, 800, 193, 900]
sign-name: ವೃಷಭ — [26, 697, 46, 708]
headline: ಅಪಘಾತ: ಮೂವರ ಸಾವು — [792, 1022, 933, 1041]
kidi-title-red: ಕಿಡಿ — [31, 395, 51, 414]
metro-naming-block — [502, 1310, 637, 1955]
column-rule — [786, 1022, 787, 1262]
column-rule — [636, 702, 637, 1012]
sign-name: ಮಿಥುನ — [26, 802, 49, 813]
article-body-1: ಮುಖ್ಯವಾಗಿ ಹುಲಿಗಳ ಆವಾಸ ಸ್ಥಾನದ ರಕ್ಷಣೆ, ಕಳ್ಳಬೇಟೆ ತಡೆ ಹಾಗೂ ಮಾನವ-ವನ್ಯಜೀವಿ ಸಂಘರ್ಷ ತಗ್ಗಿಸುವ ನಿಟ್ಟಿನಲ್ಲಿ ಇಲಾಖೆ ಕಟ್ಟುನಿಟ್ಟಿನ ಕ್ರಮ ಕೈಗೊಂಡಿದೆ. ಅರಣ್ಯದಂಚಿನ ಗ್ರಾಮಗಳಲ್ಲಿ ಜಾಗೃತಿ ಕಾರ್ಯಕ್ರಮ ನಡೆಸಲಾಗುತ್ತಿದೆ. ಕಾಡಂಚಿನ ಪ್ರದೇಶಗಳಲ್ಲಿ ಸೋಲಾರ್ ಬೇಲಿ ಅಳವಡಿಸಲಾಗುತ್ತಿದೆ. ಹುಲಿ ಗಣತಿ ವರದಿ ಪ್ರಕಾರ ರಾಜ್ಯದಲ್ಲಿ ಹುಲಿಗಳ ಸಂಖ್ಯೆ ಗಣನೀಯವಾಗಿ ಏರಿಕೆಯಾಗಿದೆ. 1972ರ ವನ್ಯಜೀವಿ ಸಂರಕ್ಷಣಾ ಕಾಯ್ದೆಯಡಿ ತಪ್ಪಿತಸ್ಥರ ವಿರುದ್ಧ ಕಠಿಣ ಕ್ರಮ ಜರುಗಿಸಲಾಗುವುದು ಎಂದು ಹಿರಿಯ ಅಧಿಕಾರಿಗಳು ತಿಳಿಸಿದ್ದಾರೆ. ಅರಣ್ಯ ಪ್ರದೇಶದಲ್ಲಿ ಅಕ್ರಮ ಚಟುವಟಿಕೆ ತಡೆಯಲು ಹೆಚ್ಚುವರಿ ಸಿಬ್ಬಂದಿ ನಿಯೋಜಿಸಲಾಗಿದೆ. ಗಸ್ತು ವಾಹನಗಳ ಸಂಖ್ಯೆ ಹೆಚ್ಚಿಸಲಾಗಿದ್ದು, ರಾತ್ರಿ ಪಾಳಿಯ ಸಿಬ್ಬಂದಿಗೆ ಹೆಚ್ಚಿನ ಸೌಲಭ್ಯ ನೀಡಲಾಗುವುದು. — [642, 733, 1050, 800]
table-row: ಹಾಸನ 263 1 874 2 33 0 — [203, 967, 630, 983]
article-body: ಮಾಜಿ ಪ್ರಧಾನಿ ಎಚ್.ಡಿ. ದೇವೇಗೌಡ ಅವರ ಆರೋಗ್ಯದಲ್ಲಿ ಚೇತರಿಕೆ ಕಂಡುಬಂದಿದೆ ಎಂದು ಆಸ್ಪತ್ರೆ ಮೂಲಗಳು ತಿಳಿಸಿವೆ. ಉಸಿರಾಟದ ತೊಂದರೆ ಹಿನ್ನೆಲೆಯಲ್ಲಿ ಅವರನ್ನು ಆಸ್ಪತ್ರೆಗೆ ದಾಖಲಿಸಲಾಗಿತ್ತು. ವೈದ್ಯರ ತಂಡ ನಿರಂತರ ನಿಗಾ ವಹಿಸಿದ್ದು, ಚಿಕಿತ್ಸೆಗೆ ಉತ್ತಮವಾಗಿ ಸ್ಪಂದಿಸುತ್ತಿದ್ದಾರೆ. ಶೀಘ್ರವೇ ಮನೆಗೆ ಮರಳಲಿದ್ದಾರೆ ಎಂದು ಕುಟುಂಬದ ಮೂಲಗಳು ಹೇಳಿವೆ. ಹಲವು ಗಣ್ಯರು ಆಸ್ಪತ್ರೆಗೆ ಭೇಟಿ ನೀಡಿ ಆರೋಗ್ಯ ವಿಚಾರಿಸಿದರು. ಅಭಿಮಾನಿಗಳು ಅವರ ಶೀಘ್ರ ಗುಣಮುಖಕ್ಕೆ ಪ್ರಾರ್ಥಿಸಿದ್ದಾರೆ. 92 ವರ್ಷದ ಗೌಡರು ಇತ್ತೀಚೆಗೆ ಸಾರ್ವಜನಿಕ ಕಾರ್ಯಕ್ರಮಗಳಿಂದ ದೂರ ಉಳಿದಿದ್ದರು. — [602, 1058, 780, 1159]
quote-box — [202, 451, 407, 579]
attr-name: ದಿನೇಶ್ ಗುಂಡೂರಾವ್, — [416, 774, 483, 785]
article-valmiki — [202, 1274, 778, 1984]
headline: ನೆರೆಪೀಡಿತ ಪ್ರದೇಶಗಳಿಗೆ ಸಚಿವ ಸೋಮಣ್ಣ ಭೇಟಿ — [6, 60, 282, 107]
inset-line3: ಫಿಲ್ಮ್ ಮನವಿ — [753, 127, 805, 142]
